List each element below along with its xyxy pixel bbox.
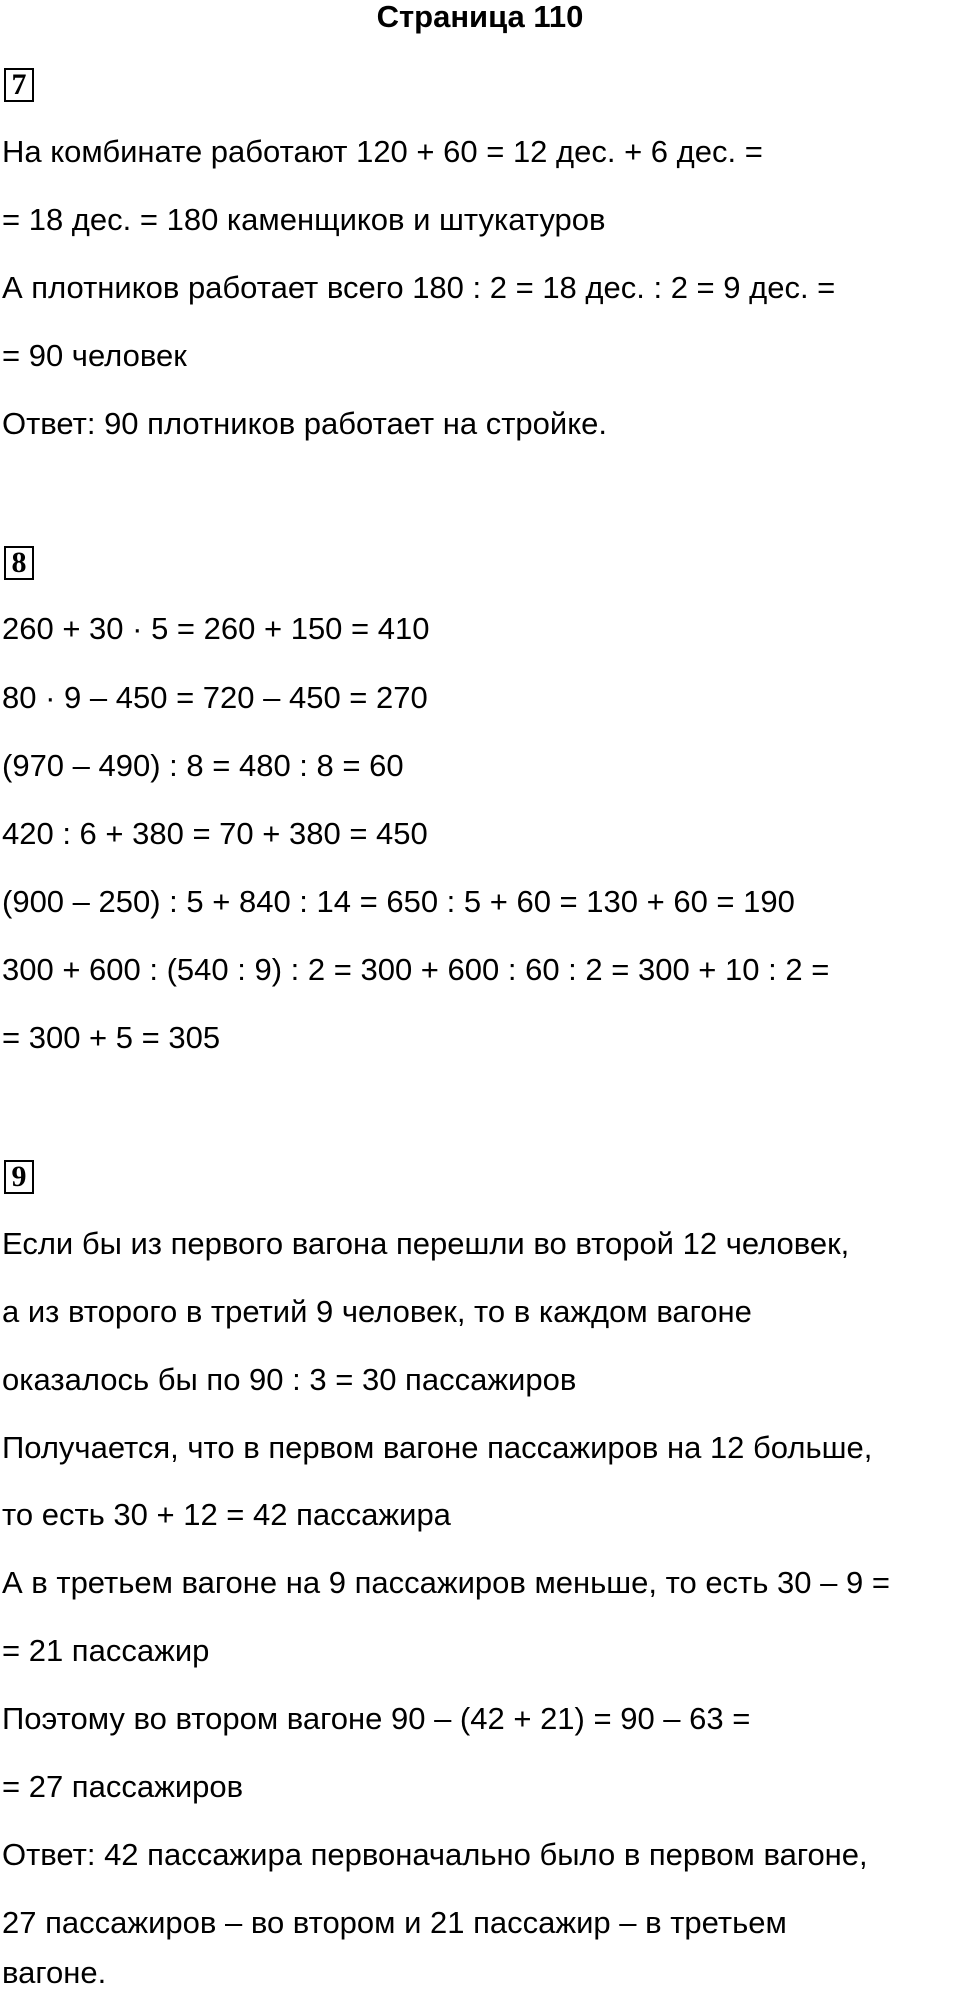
task-number-8: 8 bbox=[4, 546, 34, 580]
task-number-9: 9 bbox=[4, 1160, 34, 1194]
task-9-line: то есть 30 + 12 = 42 пассажира bbox=[2, 1497, 451, 1532]
task-8-line: 80 · 9 – 450 = 720 – 450 = 270 bbox=[2, 680, 428, 715]
task-8-line: (970 – 490) : 8 = 480 : 8 = 60 bbox=[2, 748, 404, 783]
task-9-line: А в третьем вагоне на 9 пассажиров меньше, то есть 30 – 9 = bbox=[2, 1565, 890, 1600]
task-9-line: = 21 пассажир bbox=[2, 1633, 210, 1668]
task-8-line: = 300 + 5 = 305 bbox=[2, 1020, 221, 1055]
task-7-line: На комбинате работают 120 + 60 = 12 дес. + 6 дес. = bbox=[2, 134, 763, 169]
task-7-line: = 18 дес. = 180 каменщиков и штукатуров bbox=[2, 202, 606, 237]
task-8-line: 260 + 30 · 5 = 260 + 150 = 410 bbox=[2, 611, 430, 646]
page-title: Страница 110 bbox=[376, 0, 584, 34]
task-9-line: = 27 пассажиров bbox=[2, 1769, 244, 1804]
task-9-line: оказалось бы по 90 : 3 = 30 пассажиров bbox=[2, 1362, 577, 1397]
task-7-line: А плотников работает всего 180 : 2 = 18 дес. : 2 = 9 дес. = bbox=[2, 270, 836, 305]
task-8-line: 420 : 6 + 380 = 70 + 380 = 450 bbox=[2, 816, 428, 851]
task-8-line: 300 + 600 : (540 : 9) : 2 = 300 + 600 : 60 : 2 = 300 + 10 : 2 = bbox=[2, 952, 830, 987]
task-9-answer: Ответ: 42 пассажира первоначально было в первом вагоне, bbox=[2, 1837, 868, 1872]
task-9-line: а из второго в третий 9 человек, то в каждом вагоне bbox=[2, 1294, 752, 1329]
task-8-line: (900 – 250) : 5 + 840 : 14 = 650 : 5 + 60 = 130 + 60 = 190 bbox=[2, 884, 795, 919]
task-7-answer: Ответ: 90 плотников работает на стройке. bbox=[2, 406, 607, 441]
task-9-line: Поэтому во втором вагоне 90 – (42 + 21) = 90 – 63 = bbox=[2, 1701, 751, 1736]
task-9-answer: 27 пассажиров – во втором и 21 пассажир – в третьем bbox=[2, 1905, 787, 1940]
task-number-7: 7 bbox=[4, 68, 34, 102]
task-9-answer: вагоне. bbox=[2, 1955, 107, 1990]
task-7-line: = 90 человек bbox=[2, 338, 187, 373]
task-9-line: Получается, что в первом вагоне пассажиров на 12 больше, bbox=[2, 1430, 873, 1465]
task-9-line: Если бы из первого вагона перешли во второй 12 человек, bbox=[2, 1226, 850, 1261]
